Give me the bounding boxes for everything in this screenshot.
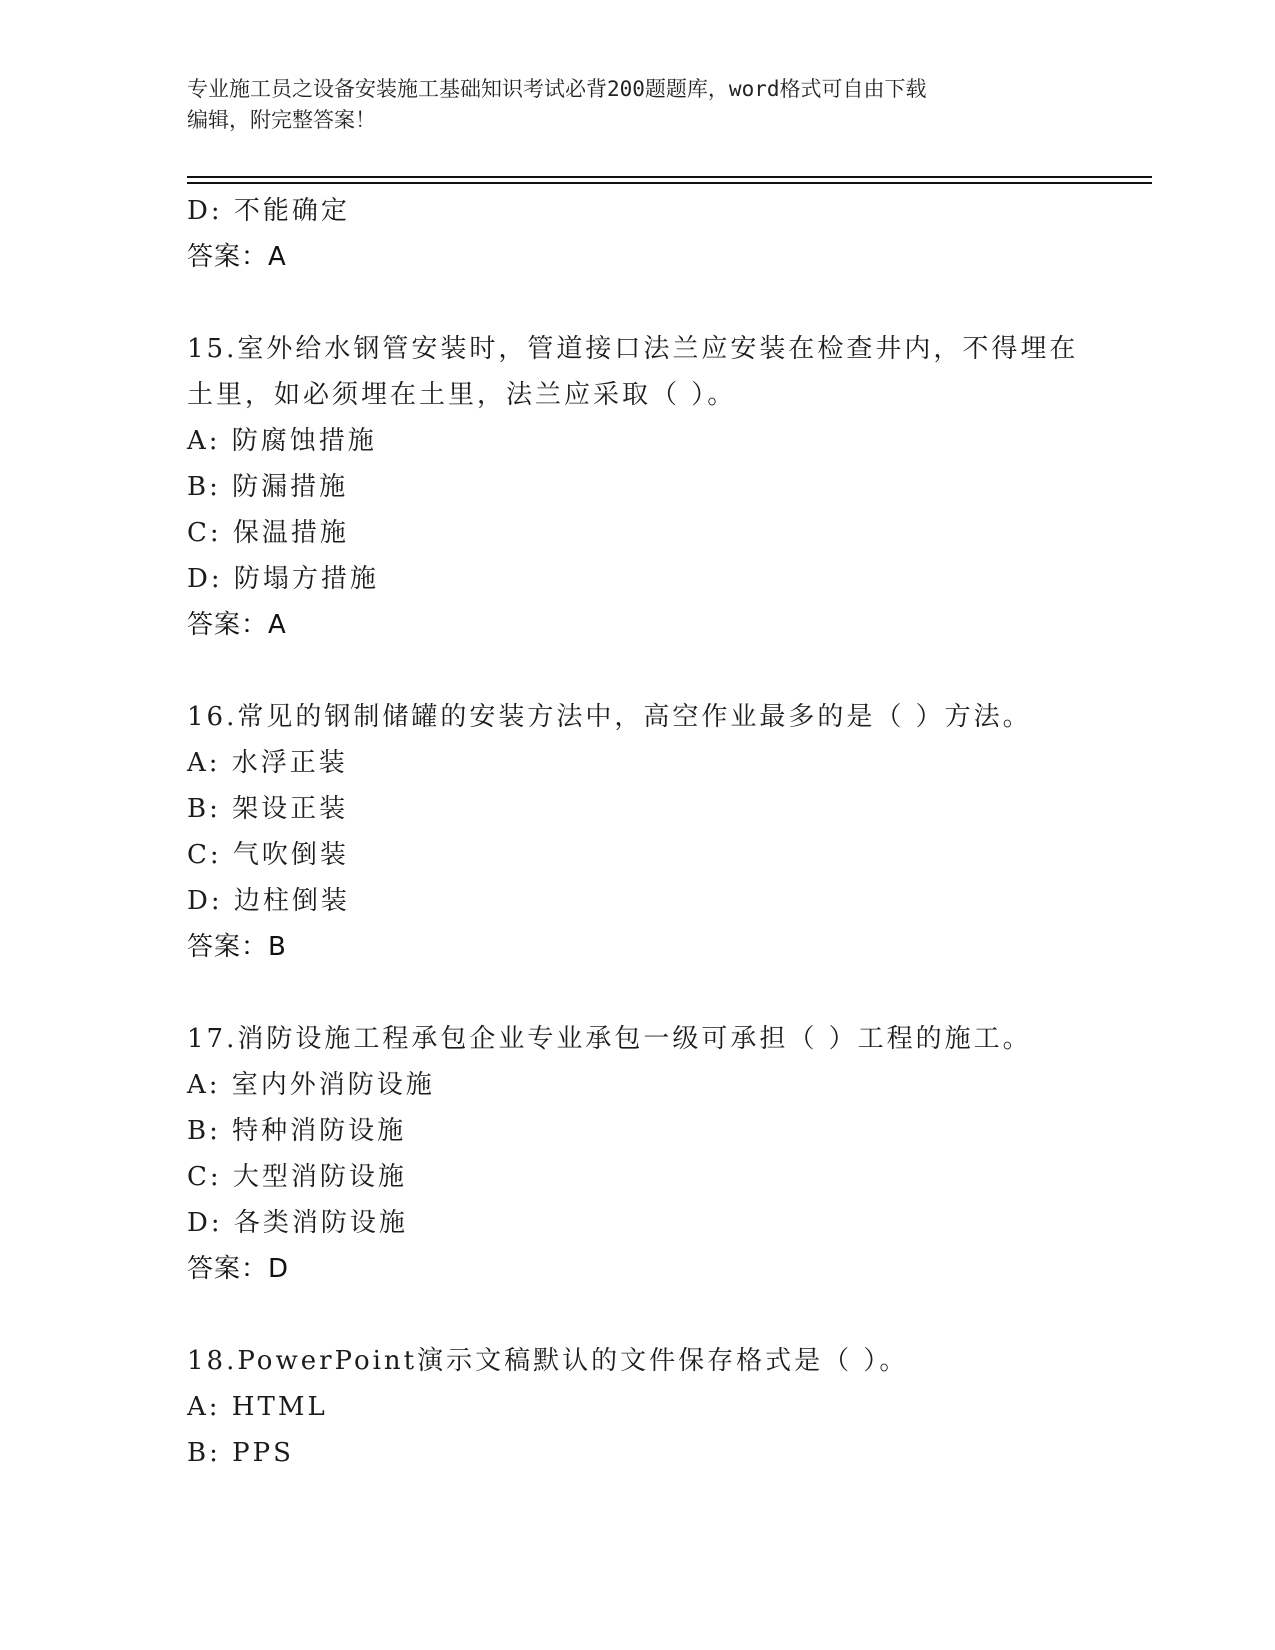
- spacer: [187, 648, 1107, 694]
- q16-answer: 答案：B: [187, 932, 287, 962]
- question-14-remainder: [187, 188, 1107, 280]
- q16-option-a: A: 水浮正装: [187, 748, 348, 778]
- spacer: [187, 280, 1107, 326]
- q16-option-c: C: 气吹倒装: [187, 840, 349, 870]
- spacer: [187, 1292, 1107, 1338]
- header-title-line-2: 编辑，附完整答案！: [187, 108, 376, 132]
- q16-option-b: B: 架设正装: [187, 794, 349, 824]
- q14-option-d: D: 不能确定: [187, 196, 350, 226]
- question-18: [187, 1338, 1107, 1476]
- q15-option-d: D: 防塌方措施: [187, 564, 379, 594]
- q17-option-c: C: 大型消防设施: [187, 1162, 407, 1192]
- question-list: [187, 188, 1107, 1476]
- q17-option-a: A: 室内外消防设施: [187, 1070, 435, 1100]
- q15-option-c: C: 保温措施: [187, 518, 349, 548]
- spacer: [187, 970, 1107, 1016]
- question-17: [187, 1016, 1107, 1292]
- header-rule-top: [187, 176, 1152, 178]
- q17-answer: 答案：D: [187, 1254, 290, 1284]
- header-title-line-1: 专业施工员之设备安装施工基础知识考试必背200题题库，word格式可自由下载: [187, 77, 927, 101]
- q15-stem-line-2: 土里，如必须埋在土里，法兰应采取（ ）。: [187, 380, 737, 410]
- q16-stem-line-1: 16.常见的钢制储罐的安装方法中，高空作业最多的是（ ）方法。: [187, 702, 1032, 732]
- header-rule-bottom: [187, 182, 1152, 184]
- q15-option-a: A: 防腐蚀措施: [187, 426, 377, 456]
- q14-answer: 答案：A: [187, 242, 287, 272]
- q15-option-b: B: 防漏措施: [187, 472, 349, 502]
- q18-stem-line-1: 18.PowerPoint演示文稿默认的文件保存格式是（ ）。: [187, 1346, 909, 1376]
- q18-option-b: B: PPS: [187, 1438, 294, 1468]
- q15-answer: 答案：A: [187, 610, 287, 640]
- q18-option-a: A: HTML: [187, 1392, 328, 1422]
- q16-option-d: D: 边柱倒装: [187, 886, 350, 916]
- page-header: [187, 74, 1087, 136]
- question-15: [187, 326, 1107, 648]
- q17-option-b: B: 特种消防设施: [187, 1116, 407, 1146]
- question-16: [187, 694, 1107, 970]
- q15-stem-line-1: 15.室外给水钢管安装时，管道接口法兰应安装在检查井内，不得埋在: [187, 334, 1079, 364]
- q17-option-d: D: 各类消防设施: [187, 1208, 408, 1238]
- q17-stem-line-1: 17.消防设施工程承包企业专业承包一级可承担（ ）工程的施工。: [187, 1024, 1032, 1054]
